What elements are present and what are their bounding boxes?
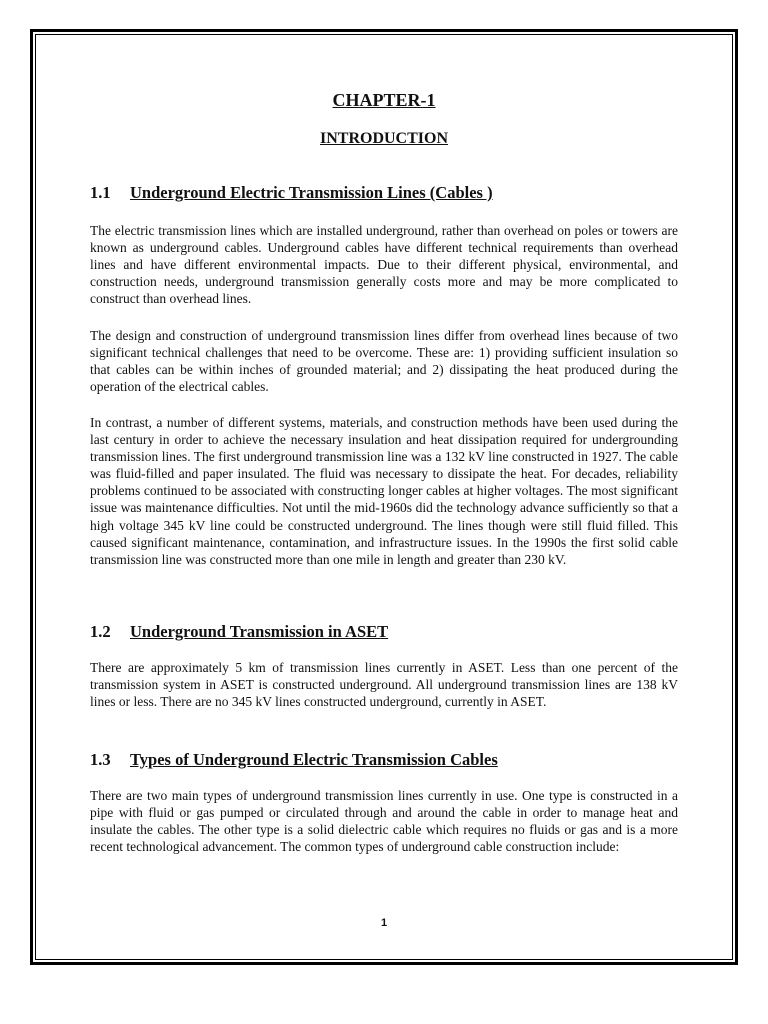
section-1-3-heading	[90, 750, 690, 770]
introduction-heading: INTRODUCTION	[319, 130, 448, 147]
section-number: 1.2	[90, 622, 111, 641]
page-number: 1	[380, 917, 388, 929]
paragraph: In contrast, a number of different systems, materials, and construction methods have been used during the last century in order to achieve the necessary insulation and heat dissipation required for undergrounding transmission lines. The first underground transmission line was a 132 kV line constructed in 1927. The cable was fluid-filled and paper insulated. The fluid was necessary to dissipate the heat. For decades, reliability problems continued to be associated with constructing longer cables at higher voltages. The most significant issue was maintenance difficulties. Not until the mid-1960s did the technology advance sufficiently so that a high voltage 345 kV line could be constructed underground. The lines though were still fluid filled. This caused significant maintenance, contamination, and infrastructure issues. In the 1990s the first solid cable transmission line was constructed more than one mile in length and greater than 230 kV.	[90, 415, 678, 567]
paragraph: The design and construction of underground transmission lines differ from overhead lines because of two significant technical challenges that need to be overcome. These are: 1) providing sufficient insulation so that cables can be within inches of grounded material; and 2) dissipating the heat produced during the operation of the electrical cables.	[90, 328, 678, 395]
paragraph: The electric transmission lines which are installed underground, rather than overhead on poles or towers are known as underground cables. Underground cables have different technical requirements than overhead lines and have different environmental impacts. Due to their different physical, environmental, and construction needs, underground transmission generally costs more and may be more complicated to construct than overhead lines.	[90, 223, 678, 307]
section-number: 1.1	[90, 183, 111, 202]
paragraph: There are approximately 5 km of transmission lines currently in ASET. Less than one percent of the transmission system in ASET is constructed underground. All underground transmission lines are 138 kV lines or less. There are no 345 kV lines constructed underground, currently in ASET.	[90, 660, 678, 710]
paragraph: There are two main types of underground transmission lines currently in use. One type is constructed in a pipe with fluid or gas pumped or circulated through and around the cable in order to manage heat and insulate the cables. The other type is a solid dielectric cable which requires no fluids or gas and is a more recent technological advancement. The common types of underground cable construction include:	[90, 788, 678, 855]
section-title: Types of Underground Electric Transmission Cables	[130, 750, 498, 769]
section-number: 1.3	[90, 750, 111, 769]
section-1-1-heading	[90, 183, 690, 203]
section-1-2-heading	[90, 622, 690, 642]
chapter-heading: CHAPTER-1	[332, 90, 436, 110]
section-title: Underground Transmission in ASET	[130, 622, 389, 641]
section-title: Underground Electric Transmission Lines (Cables )	[130, 183, 493, 202]
